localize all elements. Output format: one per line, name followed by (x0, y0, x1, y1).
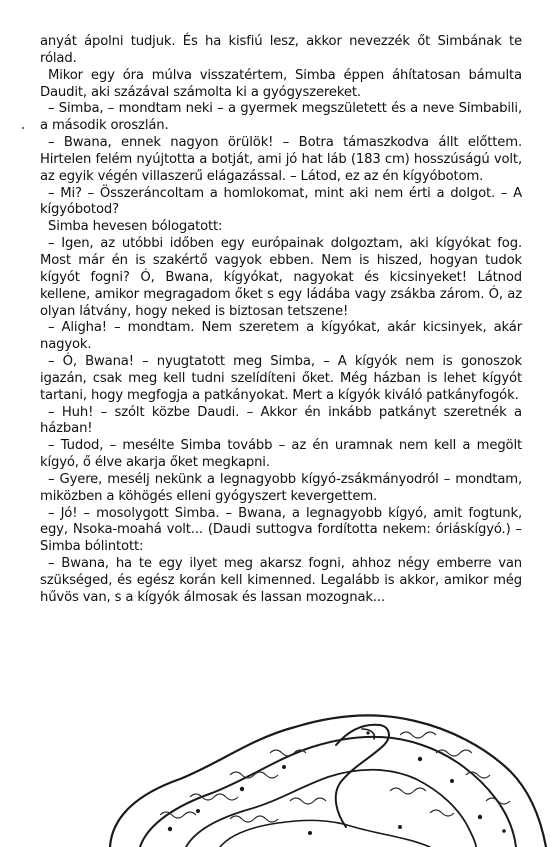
paragraph: – Mi? – Összeráncoltam a homlokomat, mint aki nem érti a dolgot. – A kígyóbotod? (40, 185, 522, 218)
paragraph: anyát ápolni tudjuk. És ha kisfiú lesz, akkor nevezzék őt Simbának te rólad. (40, 34, 522, 66)
paragraph: – Huh! – szólt közbe Daudi. – Akkor én inkább patkányt szeretnék a házban! (40, 404, 522, 437)
paragraph: – Gyere, mesélj nekünk a legnagyobb kígyó-zsákmányodról – mondtam, miközben a köhögés elleni gyógyszert kevergettem. (40, 471, 522, 504)
paragraph: – Igen, az utóbbi időben egy európainak dolgoztam, aki kígyókat fog. Most már én is szakértő vagyok ebben. Nem is hiszed, hogyan tudok kígyót fogni? Ó, Bwana, kígyókat, nagyokat és kicsinyeket! Látnod kellene, amikor megragadom őket s egy ládába vagy zsákba zárom. Ó, az olyan látvány, hogy neked is biztosan tetszene! (40, 236, 522, 319)
paragraph: Simba hevesen bólogatott: (48, 219, 223, 235)
paragraph: – Aligha! – mondtam. Nem szeretem a kígyókat, akár kicsinyek, akár nagyok. (40, 320, 522, 353)
paragraph: – Tudod, – mesélte Simba tovább – az én uramnak nem kell a megölt kígyó, ő élve akarja őket megkapni. (40, 438, 522, 471)
coiled-python-icon (100, 705, 551, 847)
paragraph: – Ó, Bwana! – nyugtatott meg Simba, – A kígyók nem is gonoszok igazán, csak meg kell tudni szelídíteni őket. Még házban is lehet kígyót tartani, hogy megfogja a patkányokat. Mert a kígyók kiváló patkányfogók. (40, 354, 522, 403)
paragraph: – Bwana, ennek nagyon örülök! – Botra támaszkodva állt előttem. Hirtelen felém nyújtotta a botját, ami jó hat láb (183 cm) hosszúságú volt, az egyik végén villaszerű elágazással. – Látod, ez az én kígyóbotom. (40, 135, 522, 184)
paragraph: – Simba, – mondtam neki – a gyermek megszületett és a neve Simbabili, a második oroszlán. (40, 101, 522, 134)
margin-mark (22, 127, 24, 129)
paragraph: – Jó! – mosolygott Simba. – Bwana, a legnagyobb kígyó, amit fogtunk, egy, Nsoka-moahá volt... (Daudi suttogva fordította nekem: óriáskígyó.) – Simba bólintott: (40, 505, 522, 555)
paragraph: – Bwana, ha te egy ilyet meg akarsz fogni, ahhoz négy emberre van szükséged, és egész korán kell kimenned. Legalább is akkor, amikor még hűvös van, s a kígyók álmosak és lassan mozognak... (40, 556, 522, 605)
paragraph: Mikor egy óra múlva visszatértem, Simba éppen áhítatosan bámulta Daudit, aki százával számolta ki a gyógyszereket. (40, 67, 522, 100)
body-text (40, 34, 522, 607)
